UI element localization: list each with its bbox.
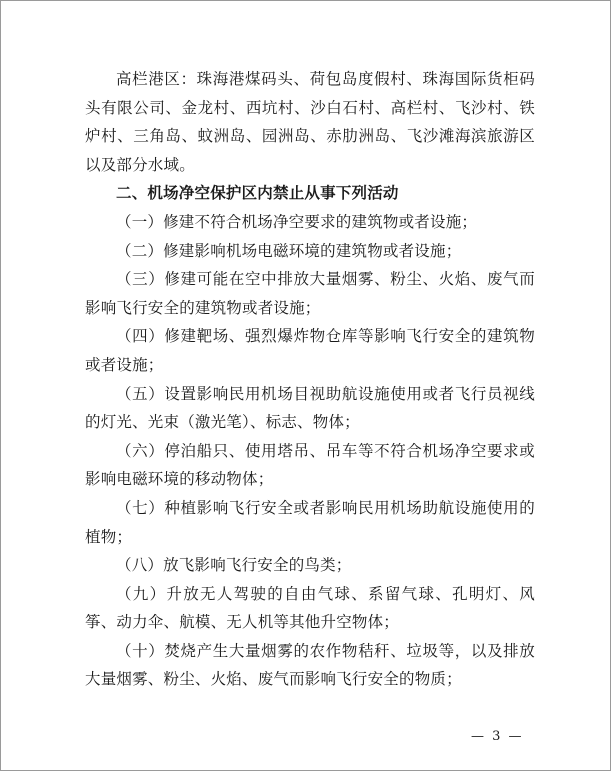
page-number: — 3 — [471, 729, 524, 744]
list-item-3: （三）修建可能在空中排放大量烟雾、粉尘、火焰、废气而影响飞行安全的建筑物或者设施； [85, 270, 535, 317]
paragraph-gaolan-port-area: 高栏港区：珠海港煤码头、荷包岛度假村、珠海国际货柜码头有限公司、金龙村、西坑村、沙白石村、高栏村、飞沙村、铁炉村、三角岛、蚊洲岛、园洲岛、赤肋洲岛、飞沙滩海滨旅游区以及部分水域。 [85, 70, 535, 174]
list-item-6: （六）停泊船只、使用塔吊、吊车等不符合机场净空要求或影响电磁环境的移动物体； [85, 441, 535, 489]
list-item-5: （五）设置影响民用机场目视助航设施使用或者飞行员视线的灯光、光束（激光笔）、标志、物体； [85, 384, 535, 432]
section-heading-prohibited-activities: 二、机场净空保护区内禁止从事下列活动 [116, 184, 399, 203]
list-item-10: （十）焚烧产生大量烟雾的农作物秸秆、垃圾等，以及排放大量烟雾、粉尘、火焰、废气而影响飞行安全的物质； [85, 641, 535, 689]
list-item-8: （八）放飞影响飞行安全的鸟类； [116, 556, 352, 575]
list-item-7: （七）种植影响飞行安全或者影响民用机场助航设施使用的植物； [85, 498, 535, 546]
list-item-1: （一）修建不符合机场净空要求的建筑物或者设施； [116, 212, 478, 231]
list-item-9: （九）升放无人驾驶的自由气球、系留气球、孔明灯、风筝、动力伞、航模、无人机等其他升空物体； [85, 584, 535, 632]
document-body [85, 65, 535, 694]
list-item-4: （四）修建靶场、强烈爆炸物仓库等影响飞行安全的建筑物或者设施； [85, 327, 535, 374]
list-item-2: （二）修建影响机场电磁环境的建筑物或者设施； [116, 241, 462, 260]
